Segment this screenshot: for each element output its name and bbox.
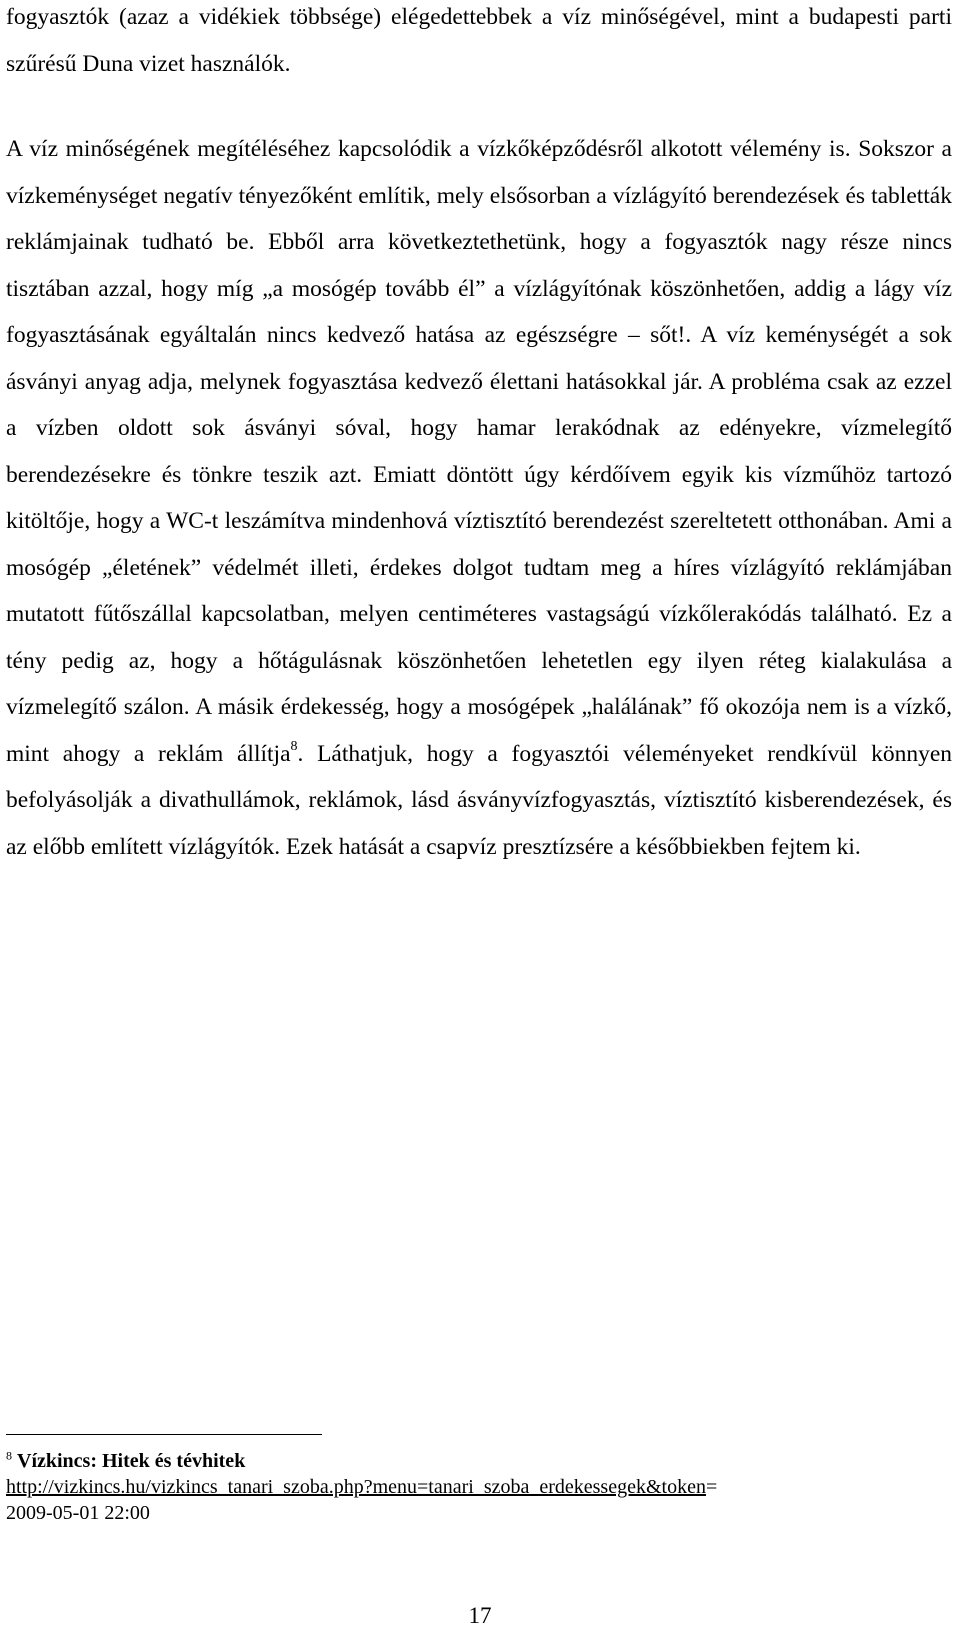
footnote-number: 8 — [6, 1448, 12, 1463]
footnote-title-line — [6, 1448, 952, 1474]
page-number: 17 — [468, 1603, 492, 1628]
paragraph-1 — [6, 0, 952, 87]
paragraph-2-text-part1: A víz minőségének megítéléséhez kapcsolódik a vízkőképződésről alkotott vélemény is. Sokszor a vízkeménységet negatív tényezőként említik, mely elsősorban a vízlágyító berendezések és tabletták reklámjainak tudható be. Ebből arra következtethetünk, hogy a fogyasztók nagy része nincs tisztában azzal, hogy míg „a mosógép tovább él” a vízlágyítónak köszönhetően, addig a lágy víz fogyasztásának egyáltalán nincs kedvező hatása az egészségre – sőt!. A víz keménységét a sok ásványi anyag adja, melynek fogyasztása kedvező élettani hatásokkal jár. A probléma csak az ezzel a vízben oldott sok ásványi sóval, hogy hamar lerakódnak az edényekre, vízmelegítő berendezésekre és tönkre teszik azt. Emiatt döntött úgy kérdőívem egyik kis vízműhöz tartozó kitöltője, hogy a WC-t leszámítva mindenhová víztisztító berendezést szereltetett otthonában. Ami a mosógép „életének” védelmét illeti, érdekes dolgot tudtam meg a híres vízlágyító reklámjában mutatott fűtőszállal kapcsolatban, melyen centiméteres vastagságú vízkőlerakódás található. Ez a tény pedig az, hogy a hőtágulásnak köszönhetően lehetetlen egy ilyen réteg kialakulása a vízmelegítő szálon. A másik érdekesség, hogy a mosógépek „halálának” fő okozója nem is a vízkő, mint ahogy a reklám állítja — [6, 136, 952, 767]
paragraph-1-text: fogyasztók (azaz a vidékiek többsége) elégedettebbek a víz minőségével, mint a budapesti parti szűrésű Duna vizet használók. — [6, 4, 952, 77]
footnote-url-suffix: = — [705, 1476, 718, 1498]
paragraph-2 — [6, 126, 952, 870]
footnote-date: 2009-05-01 22:00 — [6, 1502, 150, 1524]
footnote-reference[interactable]: 8 — [290, 738, 298, 754]
paragraph-2-text-part2: . Láthatjuk, hogy a fogyasztói véleményeket rendkívül könnyen befolyásolják a divathullámok, reklámok, lásd ásványvízfogyasztás, víztisztító kisberendezések, és az előbb említett vízlágyítók. Ezek hatását a csapvíz presztízsére a későbbiekben fejtem ki. — [6, 740, 952, 860]
footnote-title: Vízkincs: Hitek és tévhitek — [17, 1450, 246, 1472]
footnote-link[interactable]: http://vizkincs.hu/vizkincs_tanari_szoba.php?menu=tanari_szoba_erdekessegek&token — [6, 1476, 706, 1498]
footnote-separator — [6, 1434, 322, 1435]
footnote — [6, 1448, 952, 1526]
footnote-url-line — [6, 1474, 952, 1500]
